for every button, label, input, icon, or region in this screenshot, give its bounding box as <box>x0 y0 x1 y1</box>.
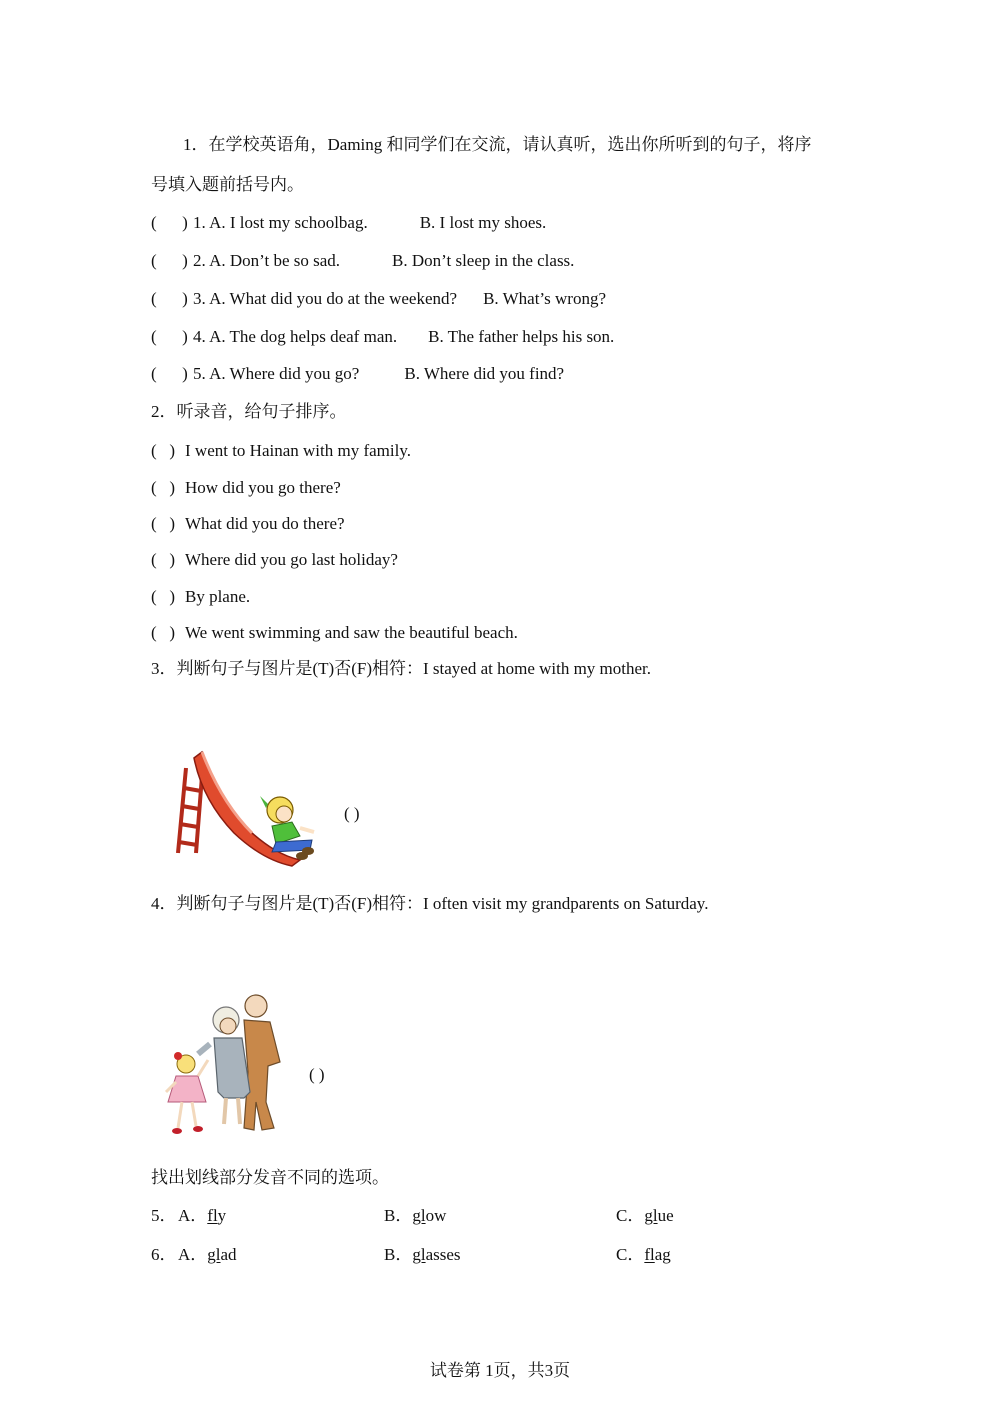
answer-blank[interactable]: ( ) <box>151 327 188 346</box>
q2-item: ( ) By plane. <box>151 587 251 606</box>
q1-item-5: ( ) 5. A. Where did you go? B. Where did you find? <box>151 364 565 383</box>
q3-answer-blank[interactable]: ( ) <box>344 804 360 823</box>
answer-blank[interactable]: ( ) <box>151 251 188 270</box>
q2-title: 2．听录音，给句子排序。 <box>151 402 347 421</box>
row-5-option-b[interactable]: B．glow <box>384 1206 447 1225</box>
q2-item: ( ) I went to Hainan with my family. <box>151 441 411 460</box>
answer-blank[interactable]: ( ) <box>151 478 176 497</box>
q1-item-1: ( ) 1. A. I lost my schoolbag. B. I lost my shoes. <box>151 213 547 232</box>
q4-answer-blank[interactable]: ( ) <box>309 1065 325 1084</box>
answer-blank[interactable]: ( ) <box>151 587 176 606</box>
answer-blank[interactable]: ( ) <box>151 213 188 232</box>
page-footer: 试卷第 1页，共3页 <box>429 1361 571 1380</box>
slide-girl-picture <box>172 748 317 868</box>
answer-blank[interactable]: ( ) <box>151 550 176 569</box>
answer-blank[interactable]: ( ) <box>151 289 188 308</box>
row-6-option-a[interactable]: A．glad <box>178 1245 237 1264</box>
answer-blank[interactable]: ( ) <box>151 514 176 533</box>
row-6-num: 6． <box>151 1245 177 1264</box>
q2-item: ( ) Where did you go last holiday? <box>151 550 398 569</box>
grandparents-picture <box>164 992 288 1140</box>
row-6-option-c[interactable]: C．flag <box>616 1245 671 1264</box>
q1-item-2: ( ) 2. A. Don’t be so sad. B. Don’t sleep in the class. <box>151 251 575 270</box>
q5-title: 找出划线部分发音不同的选项。 <box>151 1168 389 1187</box>
q4-title: 4．判断句子与图片是(T)否(F)相符：I often visit my grandparents on Saturday. <box>151 894 709 913</box>
q2-item: ( ) How did you go there? <box>151 478 341 497</box>
q1-intro-line2: 号填入题前括号内。 <box>151 175 304 194</box>
row-5-option-c[interactable]: C．glue <box>616 1206 674 1225</box>
q3-title: 3．判断句子与图片是(T)否(F)相符：I stayed at home with my mother. <box>151 659 652 678</box>
q1-intro-line1: 1．在学校英语角，Daming 和同学们在交流，请认真听，选出你所听到的句子，将序 <box>183 135 812 154</box>
answer-blank[interactable]: ( ) <box>151 441 176 460</box>
q2-item: ( ) What did you do there? <box>151 514 345 533</box>
q1-item-3: ( ) 3. A. What did you do at the weekend? B. What’s wrong? <box>151 289 606 308</box>
q2-item: ( ) We went swimming and saw the beautiful beach. <box>151 623 518 642</box>
answer-blank[interactable]: ( ) <box>151 364 188 383</box>
row-5-num: 5． <box>151 1206 177 1225</box>
row-6-option-b[interactable]: B．glasses <box>384 1245 461 1264</box>
row-5-option-a[interactable]: A．fly <box>178 1206 227 1225</box>
answer-blank[interactable]: ( ) <box>151 623 176 642</box>
q1-item-4: ( ) 4. A. The dog helps deaf man. B. The father helps his son. <box>151 327 615 346</box>
